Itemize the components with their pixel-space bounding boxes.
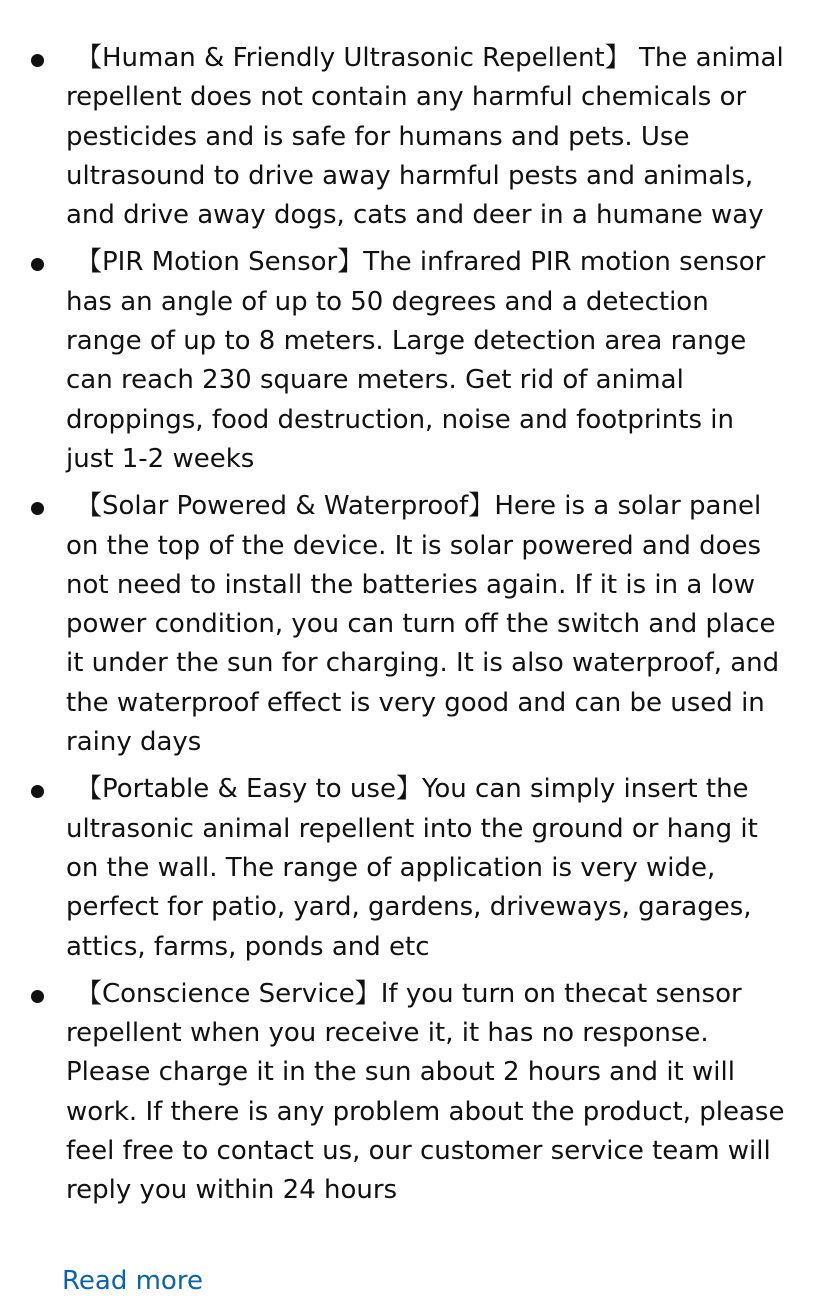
feature-bullet-item	[0, 487, 814, 762]
feature-bullet-item	[0, 39, 814, 235]
bullet-dot-icon	[31, 258, 44, 271]
feature-body: The infrared PIR motion sensor has an angle of up to 50 degrees and a detection range of up to 8 meters. Large detection area range can reach 230 square meters. Get rid of animal droppings, food destruction, noise and footprints in just 1-2 weeks	[66, 247, 766, 474]
bullet-dot-icon	[31, 990, 44, 1003]
feature-heading: 【Conscience Service】	[76, 978, 381, 1009]
read-more-link[interactable]: Read more	[62, 1266, 203, 1296]
bullet-dot-icon	[31, 502, 44, 515]
feature-body: Here is a solar panel on the top of the device. It is solar powered and does not need to install the batteries again. If it is in a low power condition, you can turn off the switch and place it under the sun for charging. It is also waterproof, and the waterproof effect is very good and can be used in rainy days	[66, 491, 780, 758]
feature-text	[66, 243, 786, 479]
feature-body: If you turn on thecat sensor repellent when you receive it, it has no response. Please charge it in the sun about 2 hours and it will work. If there is any problem about the product, please feel free to contact us, our customer service team will reply you within 24 hours	[66, 978, 785, 1206]
feature-heading: 【PIR Motion Sensor】	[76, 247, 364, 278]
feature-text	[66, 39, 786, 235]
feature-heading: 【Solar Powered & Waterproof】	[76, 491, 495, 522]
feature-bullet-item	[0, 243, 814, 479]
feature-text	[66, 487, 786, 762]
feature-bullet-list	[0, 39, 814, 1219]
feature-bullet-item	[0, 975, 814, 1211]
feature-body: The animal repellent does not contain any harmful chemicals or pesticides and is safe for humans and pets. Use ultrasound to drive away harmful pests and animals, and drive away dogs, cats and deer in a humane way	[66, 43, 784, 231]
feature-heading: 【Portable & Easy to use】	[76, 774, 422, 805]
bullet-dot-icon	[31, 785, 44, 798]
feature-heading: 【Human & Friendly Ultrasonic Repellent】	[76, 43, 631, 73]
feature-text	[66, 770, 786, 966]
bullet-dot-icon	[31, 54, 44, 67]
feature-body: You can simply insert the ultrasonic animal repellent into the ground or hang it on the wall. The range of application is very wide, perfect for patio, yard, gardens, driveways, garages, attics, farms, ponds and etc	[66, 774, 758, 962]
feature-text	[66, 975, 786, 1211]
feature-bullet-item	[0, 770, 814, 966]
